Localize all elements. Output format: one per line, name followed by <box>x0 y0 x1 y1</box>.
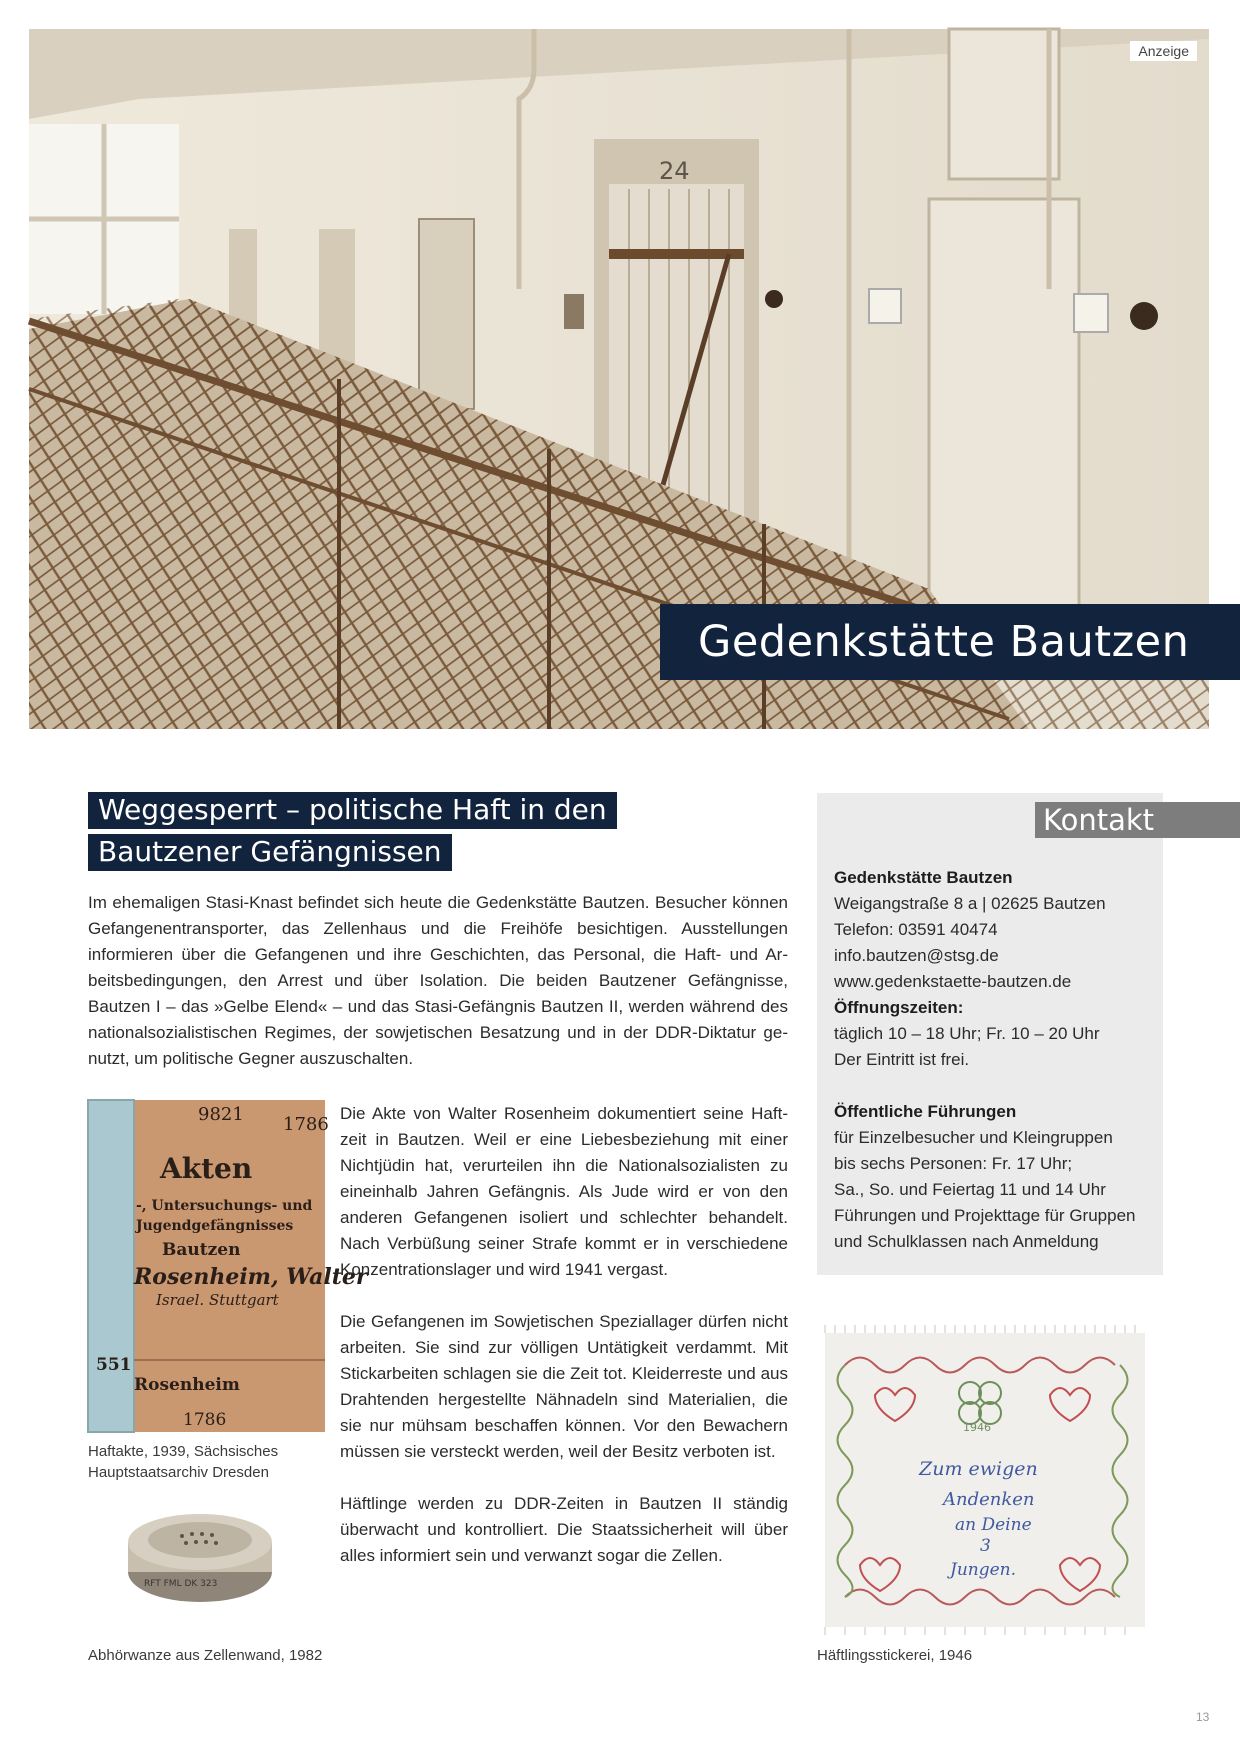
svg-text:Bautzen: Bautzen <box>162 1240 241 1260</box>
svg-text:Akten: Akten <box>160 1152 253 1185</box>
embroidery-image <box>815 1325 1155 1635</box>
ad-label: Anzeige <box>1130 41 1197 61</box>
svg-text:24: 24 <box>659 157 690 185</box>
svg-text:Rosenheim, Walter: Rosenheim, Walter <box>134 1264 368 1290</box>
admission-info: Der Eintritt ist frei. <box>834 1050 970 1069</box>
heading-line-1: Weggesperrt – politische Haft in den <box>88 792 617 829</box>
svg-text:3: 3 <box>980 1536 991 1556</box>
svg-text:-, Untersuchungs- und: -, Untersuchungs- und <box>136 1198 313 1214</box>
embroidery-caption: Häftlingsstickerei, 1946 <box>817 1647 973 1664</box>
svg-text:Zum ewigen: Zum ewigen <box>919 1458 1038 1480</box>
svg-text:1786: 1786 <box>183 1410 227 1430</box>
tours-line-2: bis sechs Personen: Fr. 17 Uhr; <box>834 1154 1073 1173</box>
file-caption: Haftakte, 1939, Sächsisches Hauptstaatsarchiv Dresden <box>88 1443 279 1481</box>
hours-value: täglich 10 – 18 Uhr; Fr. 10 – 20 Uhr <box>834 1024 1100 1043</box>
contact-email[interactable]: info.bautzen@stsg.de <box>834 946 999 965</box>
svg-text:551: 551 <box>96 1355 132 1375</box>
paragraph-embroidery: Die Gefangenen im Sowjetischen Speziallager dürfen nicht arbeiten. Sie sind zur völligen Untätigkeit verdammt. Mit Stickarbeiten schlagen sie die Zeit tot. Kleiderreste und aus Drahtenden hergestellte Nähnadeln sind Materialien, die sie nur mühsam beschaffen können. Vor den Bewachern müssen sie versteckt werden, weil der Besitz verboten ist. <box>340 1312 788 1461</box>
article-heading <box>88 792 617 876</box>
svg-text:Jungen.: Jungen. <box>950 1560 1017 1580</box>
svg-text:an Deine: an Deine <box>955 1515 1032 1535</box>
svg-text:1786: 1786 <box>283 1114 329 1135</box>
tours-line-1: für Einzelbesucher und Kleingruppen <box>834 1128 1113 1147</box>
hero-title: Gedenkstätte Bautzen <box>660 604 1240 680</box>
contact-tab: Kontakt <box>1035 802 1240 838</box>
intro-paragraph: Im ehemaligen Stasi-Knast befindet sich heute die Gedenkstätte Bautzen. Besucher können Gefangenentransporter, das Zellenhaus und die Freihöfe besichtigen. Ausstellungen informieren über die Gefangenen und ihre Geschichten, das Personal, die Haft- und Arbeitsbedingungen, den Arrest und über Isolation. Die beiden Bautzener Gefängnisse, Bautzen I – das »Gelbe Elend« – und das Stasi-Gefängnis Bautzen II, werden während des nationalsozialistischen Regimes, der sowjetischen Besatzung und in der DDR-Diktatur genutzt, um politische Gegner auszuschalten. <box>88 893 788 1068</box>
article-column-2 <box>340 1101 788 1595</box>
prison-file-image <box>88 1100 368 1432</box>
paragraph-surveillance: Häftlinge werden zu DDR-Zeiten in Bautzen II ständig überwacht und kontrolliert. Die Staatssicherheit will über alles informiert sein und verwanzt sogar die Zellen. <box>340 1494 788 1565</box>
contact-website[interactable]: www.gedenkstaette-bautzen.de <box>834 972 1072 991</box>
tours-line-3: Sa., So. und Feiertag 11 und 14 Uhr <box>834 1180 1106 1199</box>
bug-caption: Abhörwanze aus Zellenwand, 1982 <box>88 1647 323 1664</box>
svg-text:Israel. Stuttgart: Israel. Stuttgart <box>156 1291 279 1309</box>
svg-text:1946: 1946 <box>963 1421 991 1434</box>
page-number: 13 <box>1196 1710 1210 1724</box>
tours-label: Öffentliche Führungen <box>834 1102 1017 1121</box>
hours-label: Öffnungszeiten: <box>834 998 964 1017</box>
svg-text:Andenken: Andenken <box>943 1489 1035 1510</box>
paragraph-file: Die Akte von Walter Rosenheim dokumentiert seine Haftzeit in Bautzen. Weil er eine Liebesbeziehung mit einer Nichtjüdin hat, verurteilen ihn die Nationalsozialisten zu eineinhalb Jahren Gefängnis. Als Jude wird er von den anderen Gefangenen isoliert und schlechter behandelt. Nach Verbüßung seiner Strafe kommt er in verschiedene Konzentrationslager und wird 1941 vergast. <box>340 1104 788 1279</box>
tours-line-5: und Schulklassen nach Anmeldung <box>834 1232 1099 1251</box>
contact-phone: Telefon: 03591 40474 <box>834 920 998 939</box>
contact-org: Gedenkstätte Bautzen <box>834 868 1013 887</box>
svg-text:Rosenheim: Rosenheim <box>134 1375 240 1395</box>
tours-line-4: Führungen und Projekttage für Gruppen <box>834 1206 1136 1225</box>
contact-details <box>834 865 1164 1255</box>
contact-address: Weigangstraße 8 a | 02625 Bautzen <box>834 894 1106 913</box>
heading-line-2: Bautzener Gefängnissen <box>88 834 452 871</box>
svg-text:Jugendgefängnisses: Jugendgefängnisses <box>136 1218 294 1234</box>
svg-text:9821: 9821 <box>198 1104 244 1125</box>
svg-text:RFT FML DK 323: RFT FML DK 323 <box>144 1579 218 1589</box>
listening-bug-image <box>120 1500 280 1610</box>
